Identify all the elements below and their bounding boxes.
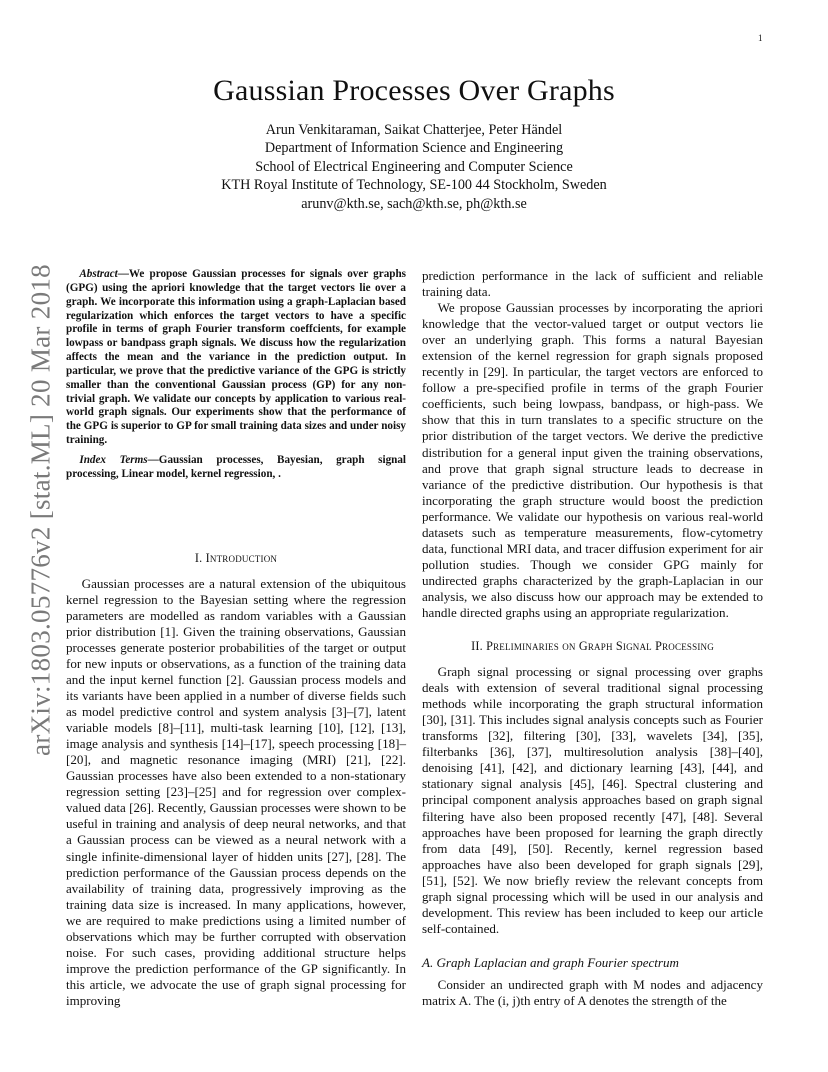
intro-continuation: prediction performance in the lack of sufficient and reliable training data. [422,268,763,300]
index-terms-text: —Gaussian processes, Bayesian, graph signal processing, Linear model, kernel regression, . [66,453,407,480]
subsection-heading-graph-laplacian: A. Graph Laplacian and graph Fourier spectrum [422,954,679,970]
abstract-label: Abstract [79,268,118,280]
intro-paragraph: Gaussian processes are a natural extension of the ubiquitous kernel regression to the Bayesian setting where the regression parameters are modelled as random variables with a Gaussian prior distribution [1]. Given the training observations, Gaussian processes generate posterior probabilities of the target or output for new inputs or observations, as a function of the training data and the input kernel function [2]. Gaussian process models and its variants have been applied in a number of diverse fields such as model predictive control and system analysis [3]–[7], latent variable models [8]–[11], multi-task learning [10], [12], [13], image analysis and synthesis [14]–[17], speech processing [18]–[20], and magnetic resonance imaging (MRI) [21], [22]. Gaussian processes have also been extended to a non-stationary regression setting [23]–[25] and for regression over complex-valued data [26]. Recently, Gaussian processes were shown to be useful in training and analysis of deep neural networks, and that a Gaussian process can be viewed as a neural network with a single infinite-dimensional layer of hidden units [27], [28]. The prediction performance of the Gaussian process depends on the availability of training data, progressively improving as the training data size is increased. In many applications, however, we are required to make predictions using a limited number of observations which may be further corrupted with observation noise. For such cases, providing additional structure helps improve the prediction performance of the GP significantly. In this article, we advocate the use of graph signal processing for improving [66,575,406,1008]
contribution-paragraph: We propose Gaussian processes by incorporating the apriori knowledge that the vector-valued target or output vectors lie over an underlying graph. This forms a natural Bayesian extension of the kernel regression for graph signals proposed recently in [29]. In particular, the target vectors are enforced to follow a pre-specified profile in terms of the graph Fourier coefficients, such being lowpass, bandpass, or high-pass. We show that this in turn translates to a specific structure on the prior distribution of the target vectors. We derive the predictive distribution for a general input given the training observations, and prove that graph signal structure leads to decrease in variance of the predictive distribution. Our hypothesis is that incorporating the graph structure would boost the prediction performance. We validate our hypothesis on various real-world datasets such as temperature measurements, flow-cytometry data, functional MRI data, and tracer diffusion experiment for air pollution studies. Though we consider GPG mainly for undirected graphs characterized by the graph-Laplacian in our analysis, we also discuss how our approach may be extended to handle directed graphs using an appropriate regularization. [422,300,763,620]
affiliation-school: School of Electrical Engineering and Computer Science [255,158,573,175]
arxiv-identifier-text: arXiv:1803.05776v2 [stat.ML] 20 Mar 2018 [25,264,56,756]
index-terms-label: Index Terms [79,453,148,466]
affiliation-institute: KTH Royal Institute of Technology, SE-100 44 Stockholm, Sweden [221,177,607,194]
author-emails: arunv@kth.se, sach@kth.se, ph@kth.se [301,195,527,212]
graph-laplacian-paragraph: Consider an undirected graph with M nodes and adjacency matrix A. The (i, j)th entry of A denotes the strength of the [422,976,763,1008]
page-number: 1 [758,33,763,43]
paper-title: Gaussian Processes Over Graphs [213,74,615,107]
index-terms [66,454,406,482]
section-heading-introduction: I. Introduction [194,550,278,565]
affiliation-department: Department of Information Science and Engineering [264,140,564,157]
author-block [0,121,828,213]
left-column [66,268,406,1009]
abstract [66,268,406,448]
author-names: Arun Venkitaraman, Saikat Chatterjee, Peter Händel [265,122,563,138]
right-column [422,268,763,1009]
preliminaries-paragraph: Graph signal processing or signal processing over graphs deals with extension of several traditional signal processing methods while incorporating the graph structural information [30], [31]. This includes signal analysis concepts such as Fourier transforms [32], filtering [30], [33], wavelets [34], [35], filterbanks [36], [37], multiresolution analysis [38]–[40], denoising [41], [42], and dictionary learning [43], [44], and stationary signal analysis [45], [46]. Spectral clustering and principal component analysis approaches based on graph signal filtering have also been proposed recently [47], [48]. Several approaches have been proposed for learning the graph directly from data [49], [50]. Recently, kernel regression based approaches have also been developed for graph signals [29], [51], [52]. We now briefly review the relevant concepts from graph signal processing which will be used in our analysis and development. This review has been included to keep our article self-contained. [422,664,763,936]
abstract-text: —We propose Gaussian processes for signals over graphs (GPG) using the apriori knowledge that the target vectors lie over a graph. We incorporate this information using a graph-Laplacian based regularization which enforces the target vectors to have a specific profile in terms of graph Fourier transform coeffcients, for example lowpass or bandpass graph signals. We discuss how the regularization affects the mean and the variance in the prediction output. In particular, we prove that the predictive variance of the GPG is strictly smaller than the conventional Gaussian process (GP) for any non-trivial graph. We validate our concepts by application to various real-world graph signals. Our experiments show that the performance of the GPG is superior to GP for small training data sizes and under noisy training. [66,268,406,447]
section-heading-preliminaries: II. Preliminaries on Graph Signal Processing [471,639,714,654]
